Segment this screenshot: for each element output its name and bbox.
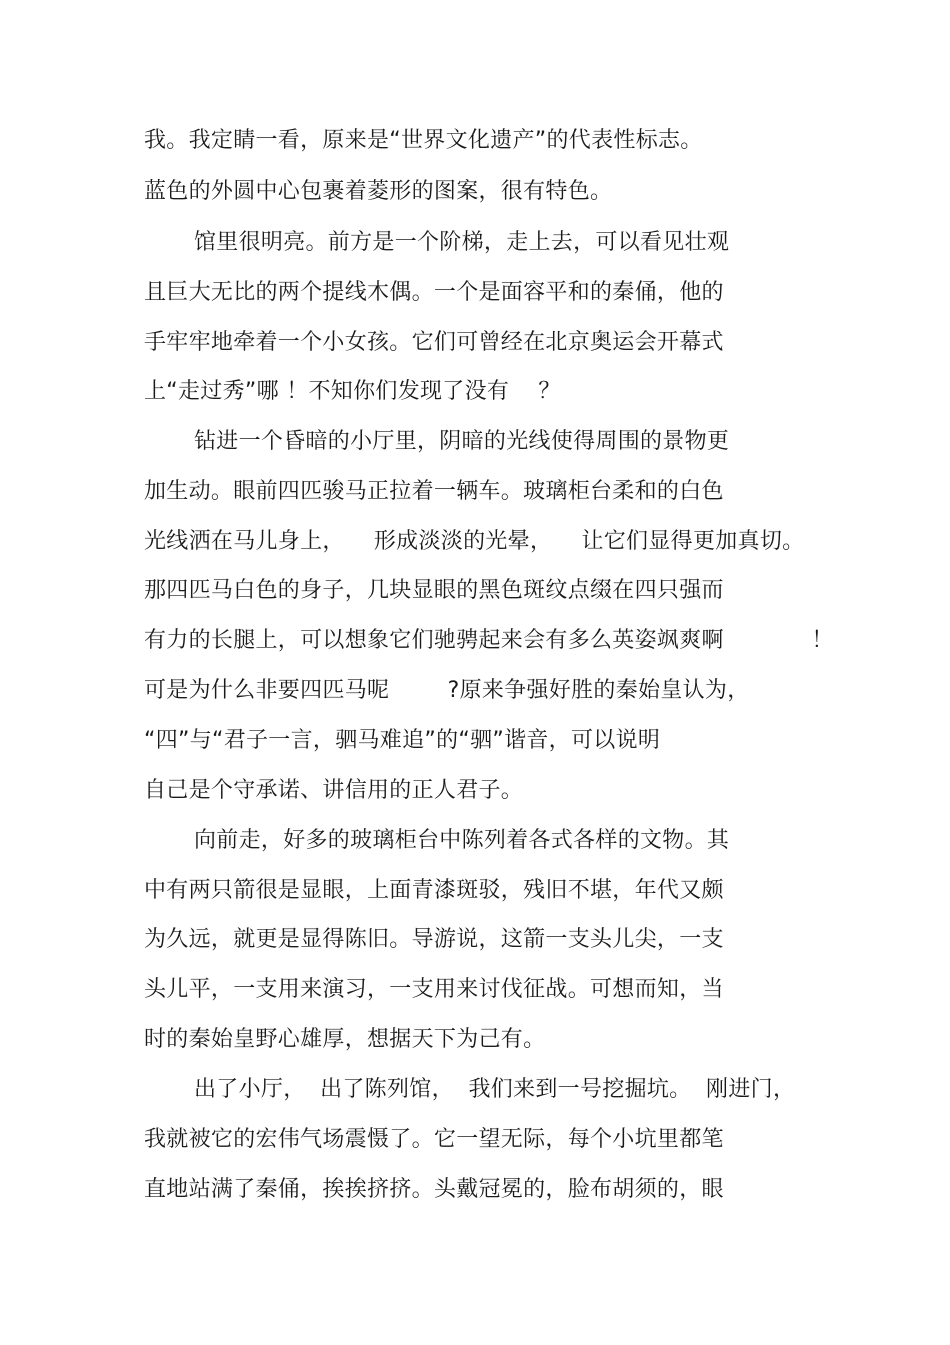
text-line: 光线洒在马儿身上， 形成淡淡的光晕， 让它们显得更加真切。 (144, 529, 805, 554)
text-line: 蓝色的外圆中心包裹着菱形的图案，很有特色。 (144, 179, 613, 204)
text-line: 手牢牢地牵着一个小女孩。它们可曾经在北京奥运会开幕式 (144, 330, 724, 355)
text-line: 且巨大无比的两个提线木偶。一个是面容平和的秦俑，他的 (144, 280, 724, 305)
text-line: 时的秦始皇野心雄厚，想据天下为己有。 (144, 1027, 546, 1052)
text-line: 我。我定睛一看，原来是“世界文化遗产”的代表性标志。 (144, 128, 703, 153)
text-line: 头儿平，一支用来演习，一支用来讨伐征战。可想而知，当 (144, 977, 724, 1002)
text-line: 我就被它的宏伟气场震慑了。它一望无际，每个小坑里都笔 (144, 1127, 724, 1152)
text-line: 中有两只箭很是显眼，上面青漆斑驳，残旧不堪，年代又颇 (144, 878, 724, 903)
text-line: 可是为什么非要四匹马呢 ?原来争强好胜的秦始皇认为， (144, 678, 750, 703)
text-line: 为久远，就更是显得陈旧。导游说，这箭一支头儿尖，一支 (144, 927, 724, 952)
paragraph-first-line: 出了小厅， 出了陈列馆， 我们来到一号挖掘坑。 刚进门， (194, 1077, 796, 1102)
paragraph-first-line: 向前走，好多的玻璃柜台中陈列着各式各样的文物。其 (194, 828, 730, 853)
text-line: 自己是个守承诺、讲信用的正人君子。 (144, 778, 524, 803)
text-line: 那四匹马白色的身子，几块显眼的黑色斑纹点缀在四只强而 (144, 578, 724, 603)
paragraph-first-line: 馆里很明亮。前方是一个阶梯，走上去，可以看见壮观 (194, 230, 730, 255)
paragraph-first-line: 钻进一个昏暗的小厅里，阴暗的光线使得周围的景物更 (194, 429, 730, 454)
text-line: “四”与“君子一言，驷马难追”的“驷”谐音，可以说明 (144, 728, 661, 753)
text-line: 直地站满了秦俑，挨挨挤挤。头戴冠冕的，脸布胡须的，眼 (144, 1177, 724, 1202)
text-line: 加生动。眼前四匹骏马正拉着一辆车。玻璃柜台柔和的白色 (144, 479, 724, 504)
text-line: 上“走过秀”哪 ！不知你们发现了没有 ？ (144, 379, 561, 404)
text-line: 有力的长腿上，可以想象它们驰骋起来会有多么英姿飒爽啊 ！ (144, 628, 834, 653)
